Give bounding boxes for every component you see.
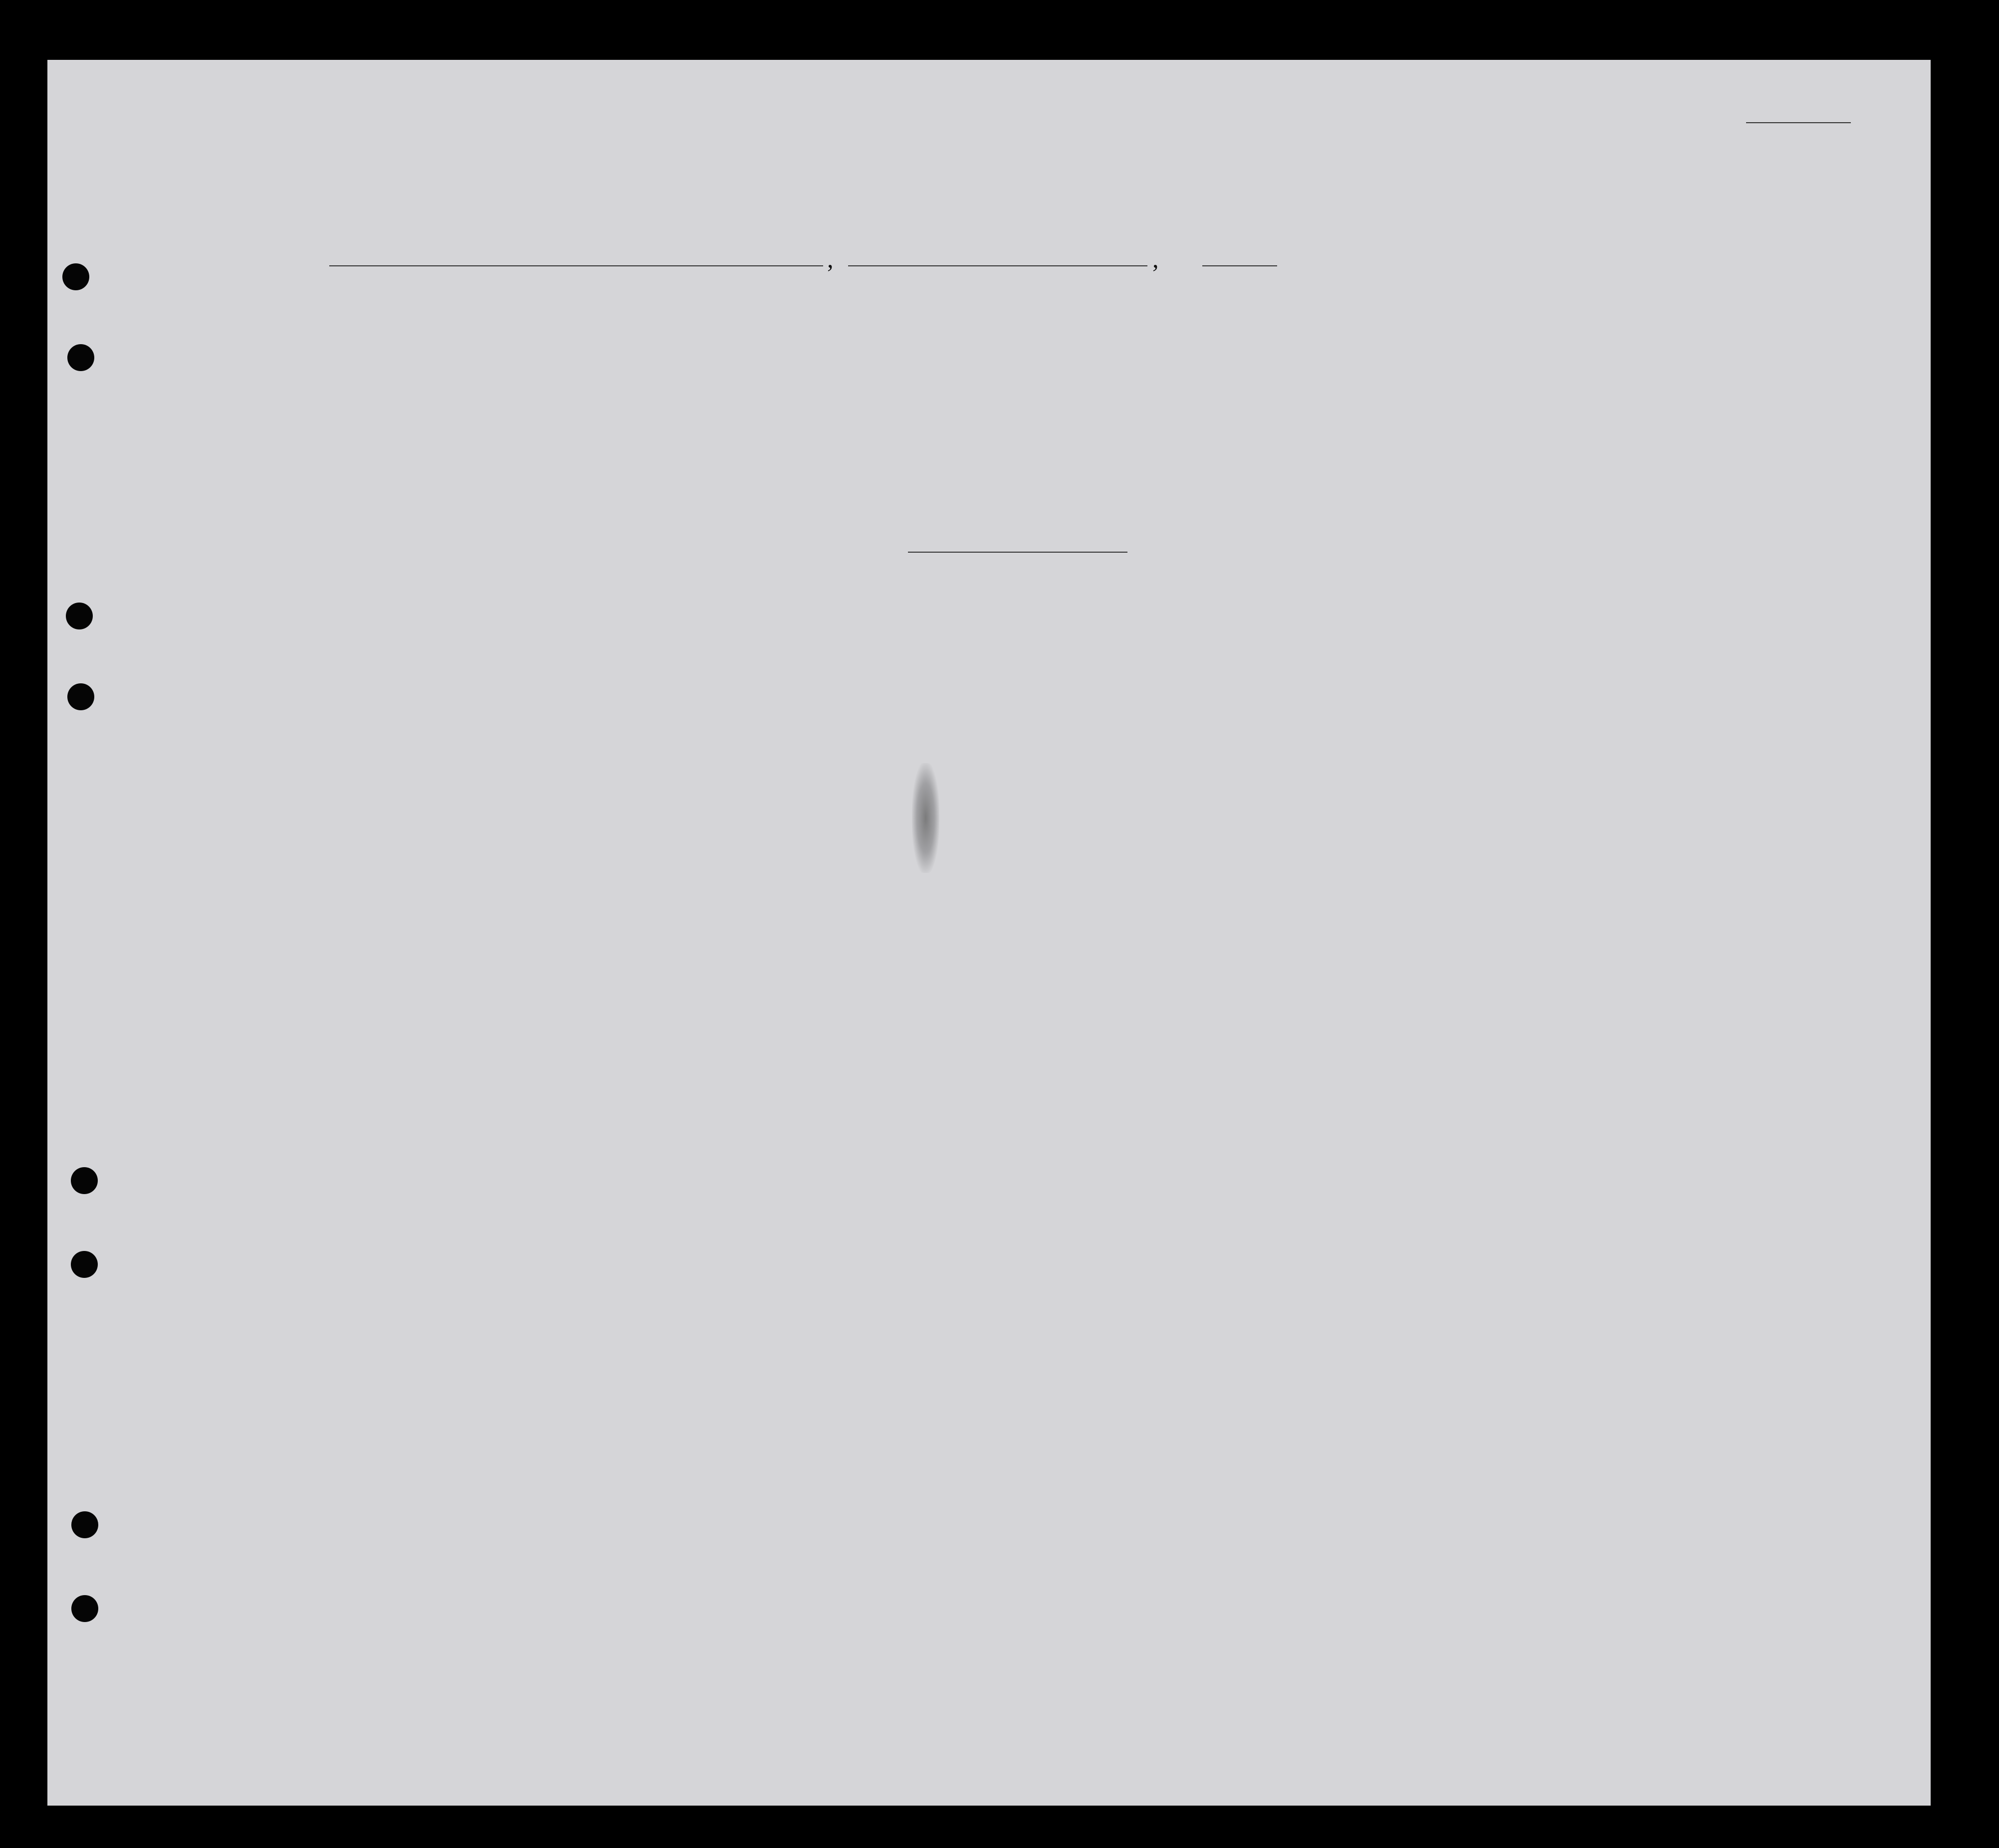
ink-smudge	[912, 763, 939, 873]
comma: ,	[827, 245, 834, 273]
underline-mark	[908, 552, 1127, 553]
comma: ,	[1152, 245, 1159, 273]
